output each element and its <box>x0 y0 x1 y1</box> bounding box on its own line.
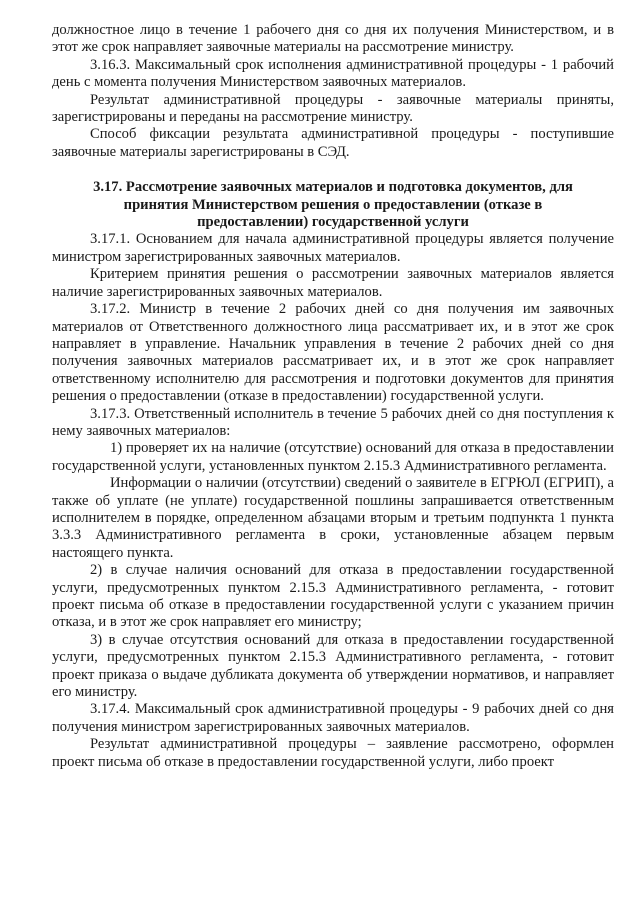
list-item-2: 2) в случае наличия оснований для отказа в предоставлении государственной услуги, предусмотренных пунктом 2.15.3 Административного регламента, - готовит проект письма об отказе в предоставлении государственной услуги с указанием причин отказа, и в этот же срок направляет его министру; <box>52 562 614 631</box>
paragraph-3-17-1: 3.17.1. Основанием для начала административной процедуры является получение министром зарегистрированных заявочных материалов. <box>52 231 614 265</box>
paragraph-criterion: Критерием принятия решения о рассмотрении заявочных материалов является наличие зарегистрированных заявочных материалов. <box>52 266 614 300</box>
paragraph-result-3-17: Результат административной процедуры – заявление рассмотрено, оформлен проект письма об отказе в предоставлении государственной услуги, либо проект <box>52 736 614 770</box>
list-item-3: 3) в случае отсутствия оснований для отказа в предоставлении государственной услуги, предусмотренных пунктом 2.15.3 Административного регламента, - готовит проект приказа о выдаче дубликата документа об утверждении нормативов, и направляет его министру. <box>52 631 614 701</box>
paragraph-3-17-3: 3.17.3. Ответственный исполнитель в течение 5 рабочих дней со дня поступления к нему заявочных материалов: <box>52 405 614 439</box>
paragraph-result: Результат административной процедуры - заявочные материалы приняты, зарегистрированы и переданы на рассмотрение министру. <box>52 91 614 126</box>
list-item-1: 1) проверяет их на наличие (отсутствие) оснований для отказа в предоставлении государственной услуги, установленных пунктом 2.15.3 Административного регламента. <box>52 440 614 474</box>
paragraph-information: Информации о наличии (отсутствии) сведений о заявителе в ЕГРЮЛ (ЕГРИП), а также об уплате (не уплате) государственной пошлины запрашивается ответственным исполнителем в порядке, определенном абзацами вторым и третьим подпункта 1 пункта 3.3.3 Административного регламента в сроки, установленные абзацем первым настоящего пункта. <box>52 475 614 561</box>
section-heading-3-17: 3.17. Рассмотрение заявочных материалов и подготовка документов, для принятия Министерством решения о предоставлении (отказе в предоставлении) государственной услуги <box>93 179 573 231</box>
paragraph-3-16-3: 3.16.3. Максимальный срок исполнения административной процедуры - 1 рабочий день с момента получения Министерством заявочных материалов. <box>52 56 614 91</box>
paragraph-3-17-2: 3.17.2. Министр в течение 2 рабочих дней со дня получения им заявочных материалов от Ответственного должностного лица рассматривает их, и в этот же срок направляет в управление. Начальник управления в течение 2 рабочих дней со дня получения заявочных материалов рассматривает их, и в этот же срок направляет ответственному исполнителю для рассмотрения и подготовки документов для принятия решения о предоставлении (отказе в предоставлении) государственной услуги. <box>52 301 614 405</box>
document-page <box>52 22 614 771</box>
paragraph-3-17-4: 3.17.4. Максимальный срок административной процедуры - 9 рабочих дней со дня получения министром зарегистрированных заявочных материалов. <box>52 701 614 735</box>
section-spacer <box>52 161 614 179</box>
paragraph-continuation: должностное лицо в течение 1 рабочего дня со дня их получения Министерством, и в этот же срок направляет заявочные материалы на рассмотрение министру. <box>52 22 614 56</box>
paragraph-fixation-method: Способ фиксации результата административной процедуры - поступившие заявочные материалы зарегистрированы в СЭД. <box>52 126 614 160</box>
